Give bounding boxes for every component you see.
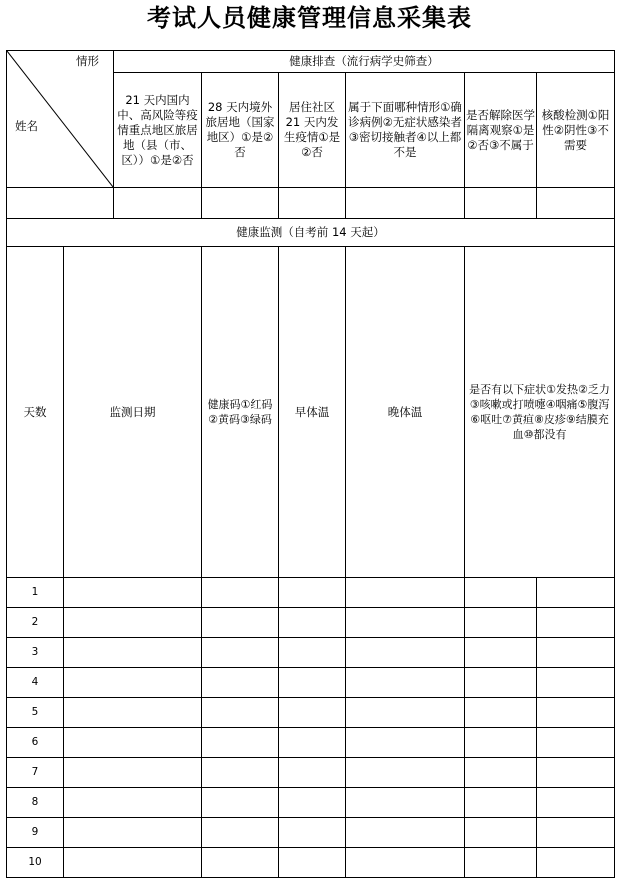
monitoring-input-cell[interactable]: [537, 848, 615, 878]
monitoring-input-cell[interactable]: [202, 638, 279, 668]
monitoring-row: [7, 818, 615, 848]
monitoring-input-cell[interactable]: [537, 578, 615, 608]
monitoring-input-cell[interactable]: [346, 758, 465, 788]
monitoring-input-cell[interactable]: [202, 608, 279, 638]
screening-input-cell[interactable]: [202, 188, 279, 219]
monitoring-input-cell[interactable]: [465, 788, 537, 818]
monitoring-input-cell[interactable]: [64, 758, 202, 788]
day-number: 9: [7, 818, 64, 848]
monitoring-input-cell[interactable]: [202, 818, 279, 848]
monitoring-input-cell[interactable]: [202, 788, 279, 818]
monitoring-input-cell[interactable]: [202, 668, 279, 698]
monitoring-input-cell[interactable]: [279, 608, 346, 638]
day-number: 4: [7, 668, 64, 698]
day-number: 5: [7, 698, 64, 728]
monitoring-input-cell[interactable]: [64, 848, 202, 878]
screening-col-nucleic-test: 核酸检测①阳性②阴性③不需要: [537, 73, 615, 188]
screening-input-cell[interactable]: [114, 188, 202, 219]
screening-input-cell[interactable]: [537, 188, 615, 219]
health-info-form: [6, 50, 615, 878]
monitoring-input-cell[interactable]: [465, 698, 537, 728]
monitoring-input-cell[interactable]: [537, 788, 615, 818]
page-title: 考试人员健康管理信息采集表: [147, 3, 472, 32]
monitoring-input-cell[interactable]: [346, 698, 465, 728]
monitoring-input-cell[interactable]: [346, 728, 465, 758]
screening-input-cell[interactable]: [279, 188, 346, 219]
screening-input-cell[interactable]: [346, 188, 465, 219]
monitoring-input-cell[interactable]: [346, 788, 465, 818]
monitoring-row: [7, 638, 615, 668]
day-number: 10: [7, 848, 64, 878]
monitoring-input-cell[interactable]: [64, 578, 202, 608]
monitoring-input-cell[interactable]: [279, 818, 346, 848]
monitoring-input-cell[interactable]: [537, 668, 615, 698]
monitoring-input-cell[interactable]: [64, 638, 202, 668]
monitoring-input-cell[interactable]: [202, 698, 279, 728]
day-number: 1: [7, 578, 64, 608]
monitoring-input-cell[interactable]: [465, 848, 537, 878]
day-number: 7: [7, 758, 64, 788]
monitoring-input-cell[interactable]: [465, 578, 537, 608]
monitoring-input-cell[interactable]: [346, 818, 465, 848]
day-number: 3: [7, 638, 64, 668]
monitoring-input-cell[interactable]: [64, 698, 202, 728]
monitoring-input-cell[interactable]: [279, 758, 346, 788]
screening-col-case-type: 属于下面哪种情形①确诊病例②无症状感染者③密切接触者④以上都不是: [346, 73, 465, 188]
col-morning-temp: 早体温: [279, 247, 346, 578]
monitoring-input-cell[interactable]: [202, 578, 279, 608]
screening-col-overseas: 28 天内境外旅居地（国家地区）①是②否: [202, 73, 279, 188]
name-input-cell[interactable]: [7, 188, 114, 219]
monitoring-row: [7, 578, 615, 608]
monitoring-input-cell[interactable]: [465, 758, 537, 788]
monitoring-input-cell[interactable]: [279, 638, 346, 668]
monitoring-input-cell[interactable]: [465, 668, 537, 698]
monitoring-input-cell[interactable]: [465, 818, 537, 848]
day-number: 2: [7, 608, 64, 638]
monitoring-input-cell[interactable]: [537, 728, 615, 758]
screening-title: 健康排查（流行病学史筛查）: [114, 51, 615, 73]
monitoring-input-cell[interactable]: [346, 608, 465, 638]
monitoring-input-cell[interactable]: [64, 818, 202, 848]
monitoring-input-cell[interactable]: [537, 818, 615, 848]
monitoring-input-cell[interactable]: [279, 788, 346, 818]
col-date: 监测日期: [64, 247, 202, 578]
monitoring-row: [7, 608, 615, 638]
monitoring-input-cell[interactable]: [346, 668, 465, 698]
monitoring-row: [7, 788, 615, 818]
monitoring-title: 健康监测（自考前 14 天起）: [7, 219, 615, 247]
monitoring-row: [7, 848, 615, 878]
monitoring-input-cell[interactable]: [537, 638, 615, 668]
day-number: 6: [7, 728, 64, 758]
monitoring-row: [7, 668, 615, 698]
monitoring-input-cell[interactable]: [64, 728, 202, 758]
screening-input-row: [7, 188, 615, 219]
col-health-code: 健康码①红码②黄码③绿码: [202, 247, 279, 578]
monitoring-input-cell[interactable]: [279, 668, 346, 698]
monitoring-row: [7, 758, 615, 788]
monitoring-input-cell[interactable]: [465, 728, 537, 758]
screening-input-cell[interactable]: [465, 188, 537, 219]
monitoring-input-cell[interactable]: [202, 728, 279, 758]
monitoring-input-cell[interactable]: [346, 638, 465, 668]
monitoring-row: [7, 698, 615, 728]
monitoring-input-cell[interactable]: [279, 848, 346, 878]
monitoring-input-cell[interactable]: [64, 788, 202, 818]
monitoring-row: [7, 728, 615, 758]
monitoring-input-cell[interactable]: [64, 608, 202, 638]
monitoring-input-cell[interactable]: [537, 698, 615, 728]
monitoring-input-cell[interactable]: [537, 758, 615, 788]
corner-label-situation: 情形: [76, 54, 99, 68]
screening-col-domestic-risk: 21 天内国内中、高风险等疫情重点地区旅居地（县（市、区））①是②否: [114, 73, 202, 188]
monitoring-input-cell[interactable]: [279, 728, 346, 758]
monitoring-input-cell[interactable]: [202, 848, 279, 878]
monitoring-input-cell[interactable]: [64, 668, 202, 698]
corner-diagonal-cell: [7, 51, 114, 188]
screening-col-community: 居住社区 21 天内发生疫情①是②否: [279, 73, 346, 188]
monitoring-input-cell[interactable]: [279, 578, 346, 608]
col-symptoms: 是否有以下症状①发热②乏力③咳嗽或打喷嚏④咽痛⑤腹泻⑥呕吐⑦黄疸⑧皮疹⑨结膜充血⑩都没有: [465, 247, 615, 578]
day-number: 8: [7, 788, 64, 818]
monitoring-input-cell[interactable]: [537, 608, 615, 638]
col-evening-temp: 晚体温: [346, 247, 465, 578]
corner-label-name: 姓名: [15, 119, 38, 133]
monitoring-input-cell[interactable]: [202, 758, 279, 788]
monitoring-input-cell[interactable]: [346, 848, 465, 878]
monitoring-input-cell[interactable]: [279, 698, 346, 728]
monitoring-input-cell[interactable]: [465, 608, 537, 638]
col-day: 天数: [7, 247, 64, 578]
screening-col-isolation: 是否解除医学隔离观察①是②否③不属于: [465, 73, 537, 188]
monitoring-input-cell[interactable]: [346, 578, 465, 608]
monitoring-input-cell[interactable]: [465, 638, 537, 668]
